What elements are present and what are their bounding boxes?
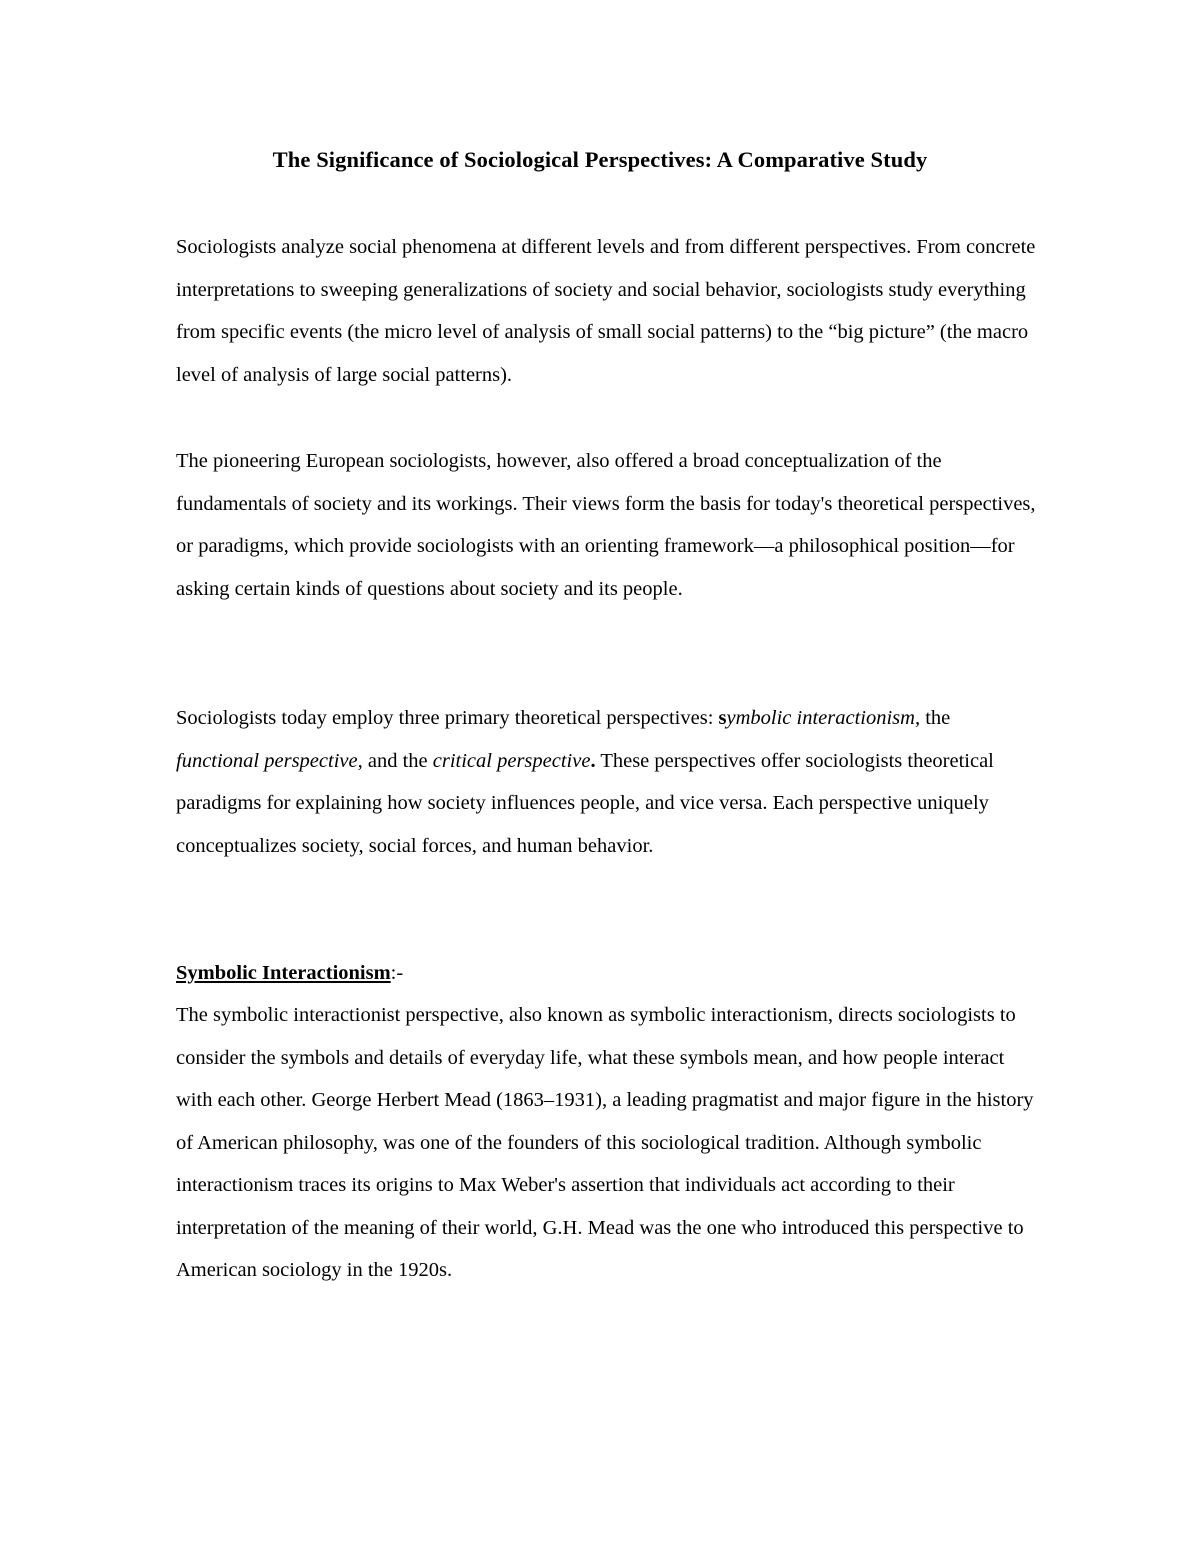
term-symbolic-interactionism: ymbolic interactionism, xyxy=(726,707,921,729)
p3-rest: These perspectives offer sociologists theoretical paradigms for explaining how society influences people, and vice versa. Each perspective uniquely conceptualizes society, social forces, and human behavior. xyxy=(176,749,994,857)
term-critical-perspective: critical perspective xyxy=(432,749,591,772)
paragraph-levels-of-analysis: Sociologists analyze social phenomena at different levels and from different perspectives. From concrete interpretations to sweeping generalizations of society and social behavior, sociologists study everything from specific events (the micro level of analysis of small social patterns) to the “big picture” (the macro level of analysis of large social patterns). xyxy=(176,236,1036,386)
term-critical-period: . xyxy=(590,749,596,772)
document-title: The Significance of Sociological Perspectives: A Comparative Study xyxy=(272,147,928,172)
section-heading-suffix: :- xyxy=(390,962,404,984)
term-functional-perspective: functional perspective, xyxy=(176,749,363,772)
p3-and-the: and the xyxy=(362,749,433,772)
paragraph-symbolic-interactionism: The symbolic interactionist perspective, also known as symbolic interactionism, directs sociologists to consider the symbols and details of everyday life, what these symbols mean, and how people interact with each other. George Herbert Mead (1863–1931), a leading pragmatist and major figure in the history of American philosophy, was one of the founders of this sociological tradition. Although symbolic interactionism traces its origins to Max Weber's assertion that individuals act according to their interpretation of the meaning of their world, G.H. Mead was the one who introduced this perspective to American sociology in the 1920s. xyxy=(176,1004,1034,1281)
p3-the: the xyxy=(920,707,951,729)
section-heading-label: Symbolic Interactionism xyxy=(176,962,391,984)
paragraph-three-perspectives xyxy=(176,697,1036,867)
paragraph-european-sociologists: The pioneering European sociologists, however, also offered a broad conceptualization of the fundamentals of society and its workings. Their views form the basis for today's theoretical perspectives, or paradigms, which provide sociologists with an orienting framework—a philosophical position—for asking certain kinds of questions about society and its people. xyxy=(176,450,1036,600)
term-symbolic-initial: s xyxy=(718,707,727,729)
section-heading-symbolic-interactionism xyxy=(176,952,1036,995)
p3-intro: Sociologists today employ three primary theoretical perspectives: xyxy=(176,707,719,729)
